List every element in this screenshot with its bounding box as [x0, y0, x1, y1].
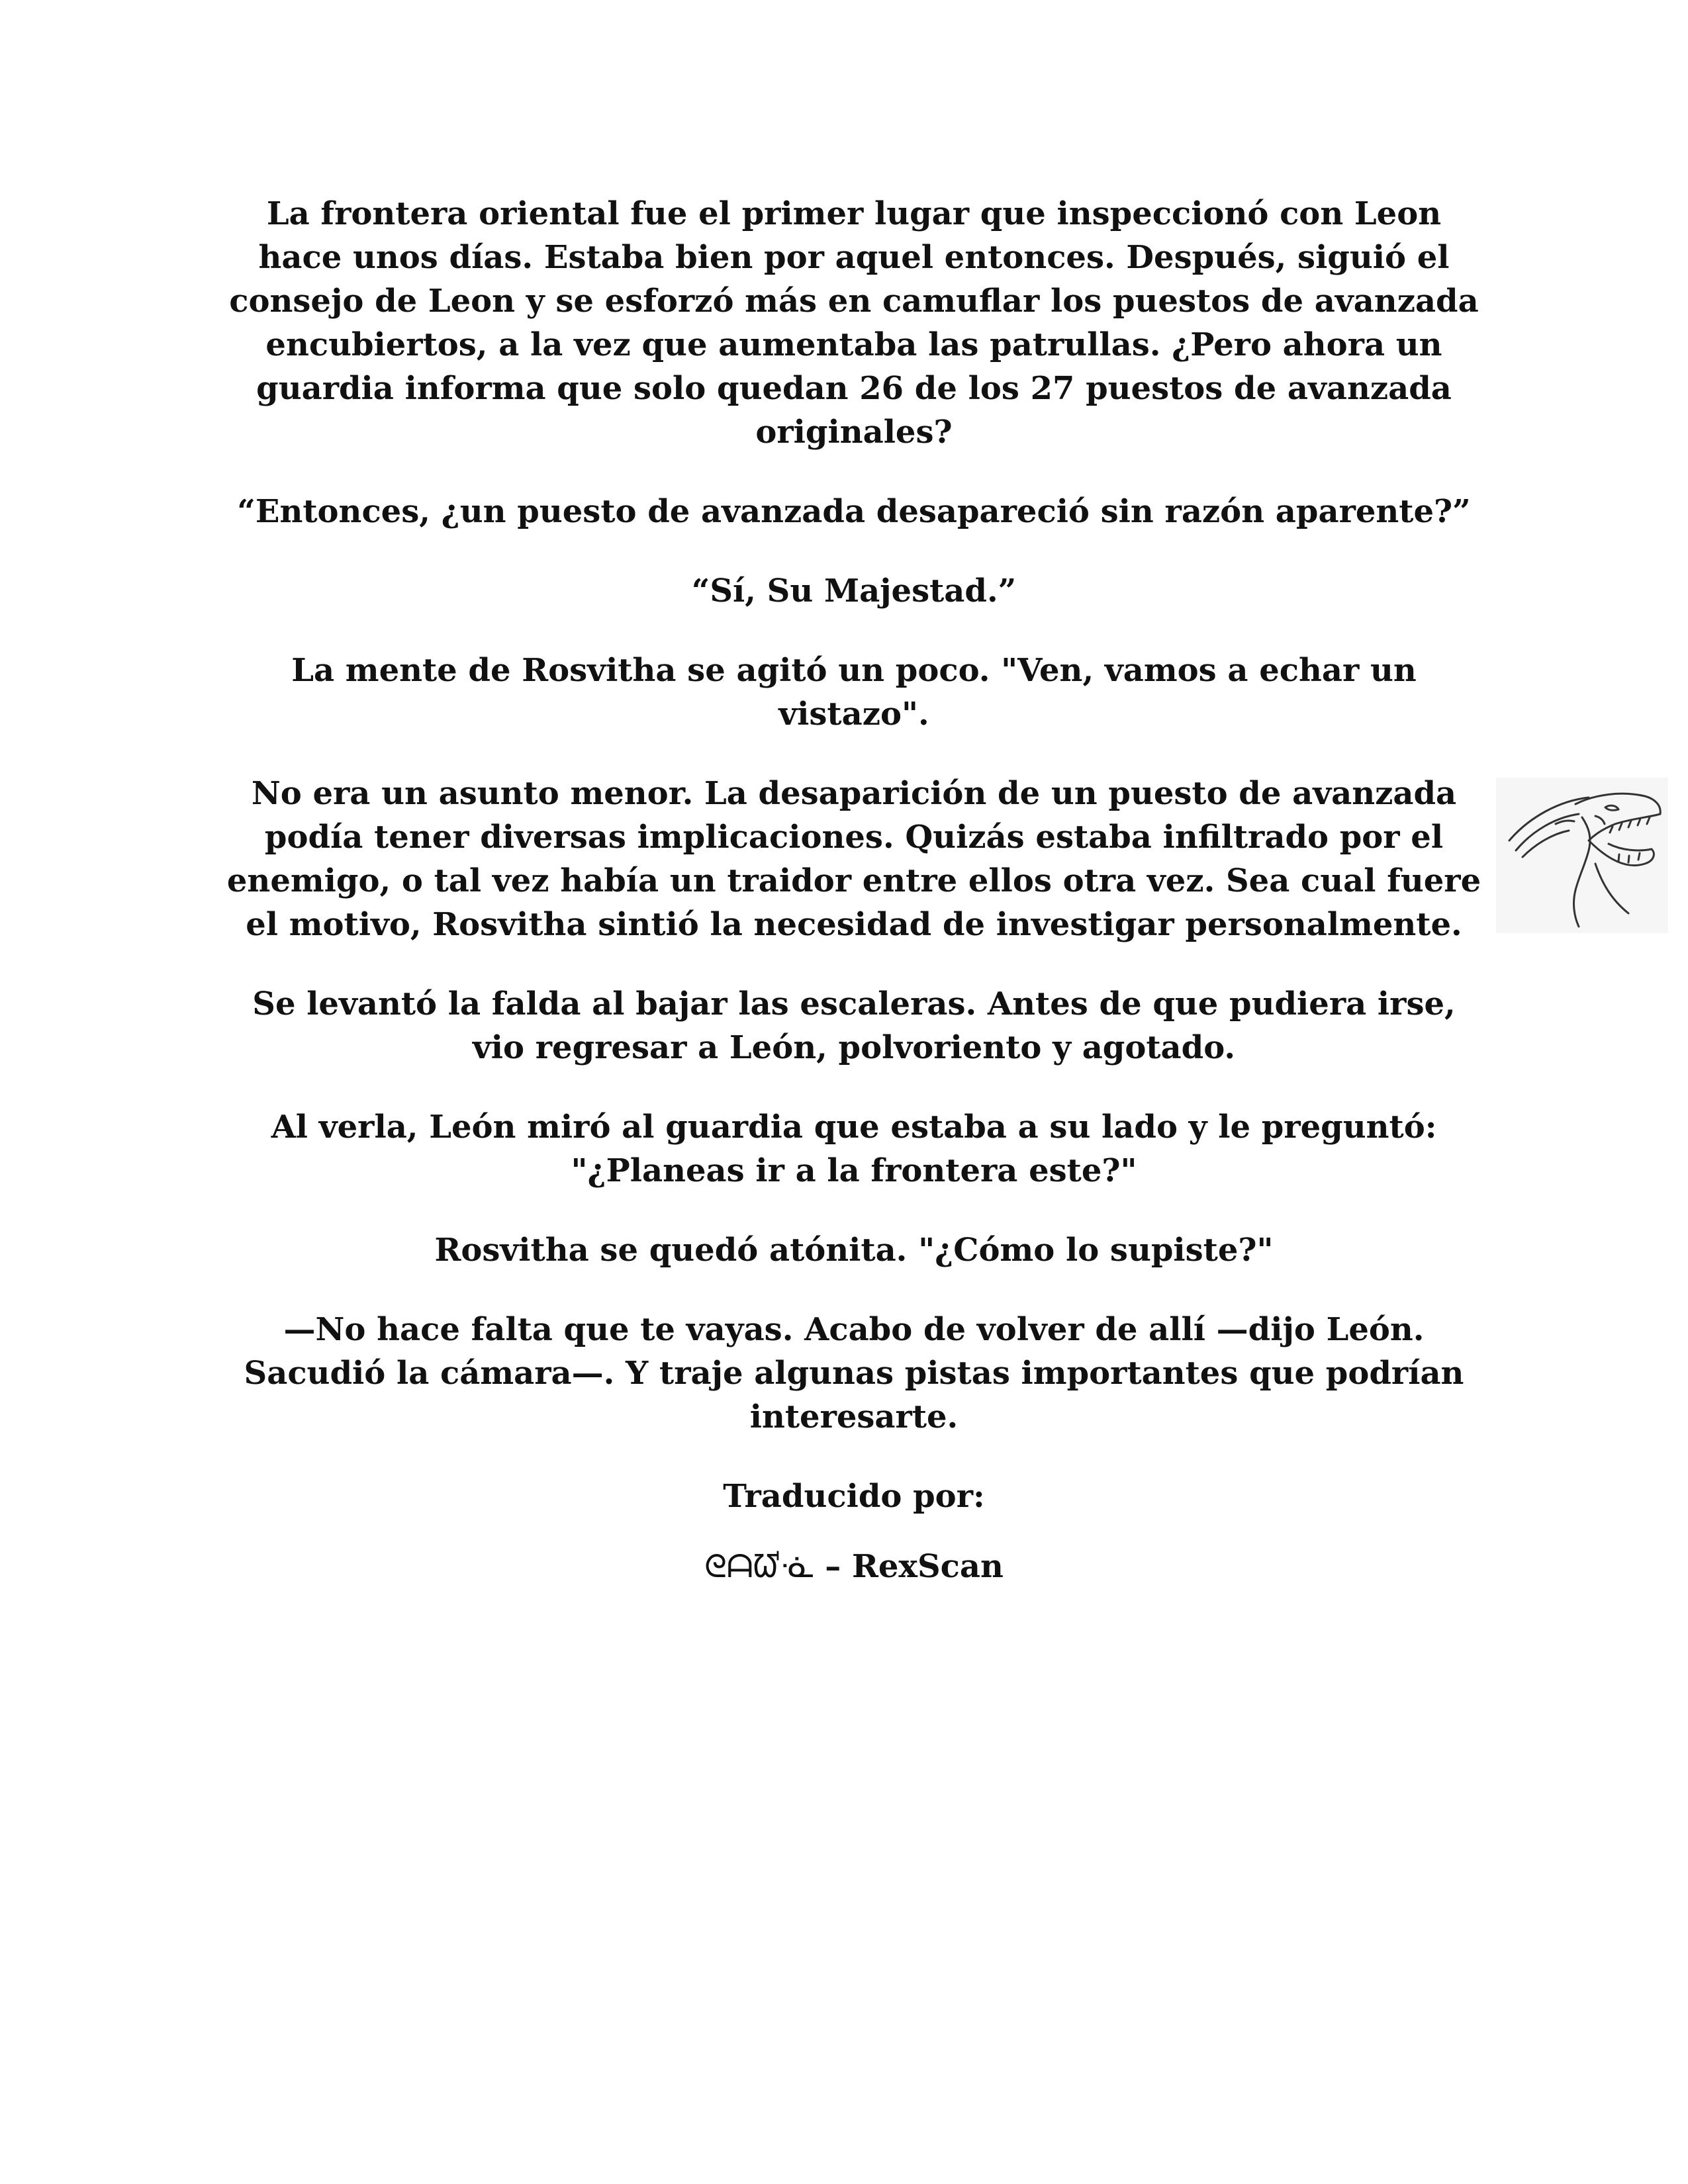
credits-translator — [225, 1545, 1483, 1588]
dinosaur-head-icon — [1496, 778, 1668, 933]
paragraph-6: Se levantó la falda al bajar las escaleras. Antes de que pudiera irse, vio regresar a León, polvoriento y agotado. — [252, 985, 1456, 1066]
paragraph-3: “Sí, Su Majestad.” — [691, 572, 1017, 610]
paragraph-2: “Entonces, ¿un puesto de avanzada desapareció sin razón aparente?” — [237, 493, 1471, 530]
translator-glyphs: ᘓᗩᘺᓍ — [704, 1548, 814, 1585]
paragraph-7: Al verla, León miró al guardia que estaba a su lado y le preguntó: "¿Planeas ir a la frontera este?" — [271, 1109, 1437, 1189]
paragraph-9: —No hace falta que te vayas. Acabo de volver de allí —dijo León. Sacudió la cámara—. Y traje algunas pistas importantes que podrían interesarte. — [244, 1311, 1464, 1435]
paragraph-5: No era un asunto menor. La desaparición de un puesto de avanzada podía tener diversas implicaciones. Quizás estaba infiltrado por el enemigo, o tal vez había un traidor entre ellos otra vez. Sea cual fuere el motivo, Rosvitha sintió la necesidad de investigar personalmente. — [226, 775, 1481, 943]
credits-group: RexScan — [851, 1548, 1004, 1585]
text-column — [225, 192, 1483, 1615]
credits-label: Traducido por: — [723, 1478, 985, 1515]
paragraph-4: La mente de Rosvitha se agitó un poco. "Ven, vamos a echar un vistazo". — [291, 652, 1417, 733]
paragraph-8: Rosvitha se quedó atónita. "¿Cómo lo supiste?" — [434, 1232, 1274, 1269]
paragraph-1: La frontera oriental fue el primer lugar que inspeccionó con Leon hace unos días. Estaba bien por aquel entonces. Después, siguió el consejo de Leon y se esforzó más en camuflar los puestos de avanzada encubiertos, a la vez que aumentaba las patrullas. ¿Pero ahora un guardia informa que solo quedan 26 de los 27 puestos de avanzada originales? — [229, 195, 1479, 451]
credits-separator: – — [814, 1548, 852, 1585]
